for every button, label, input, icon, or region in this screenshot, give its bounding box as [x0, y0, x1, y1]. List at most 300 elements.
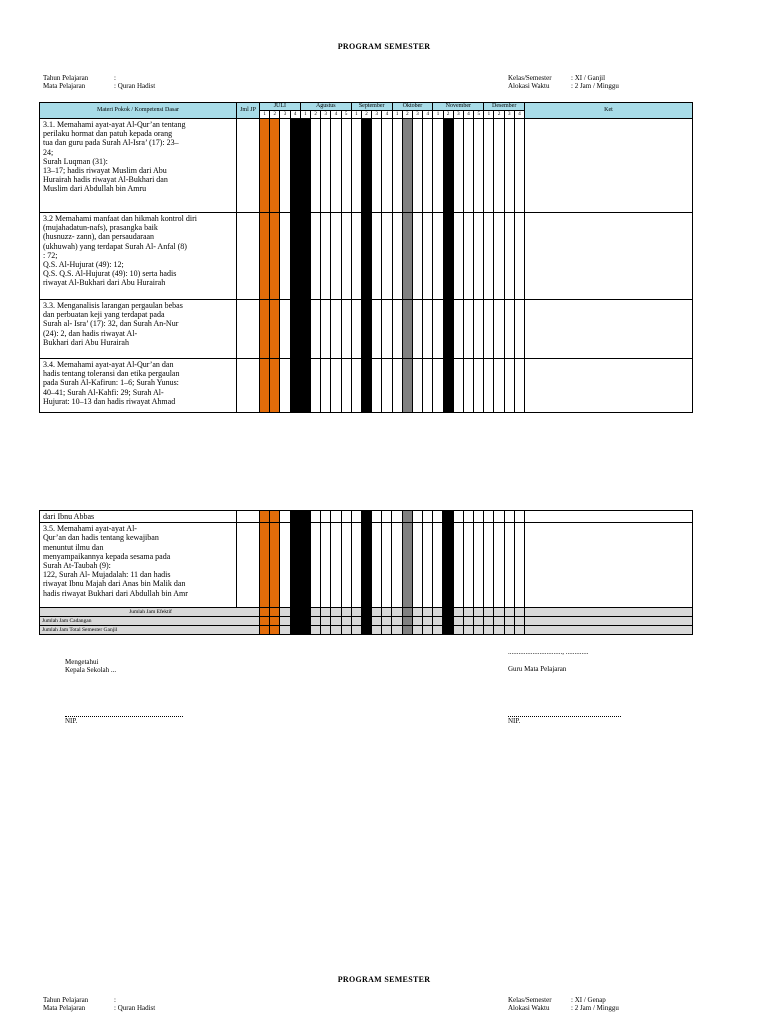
week-cell: [484, 213, 494, 300]
week-cell: [463, 608, 473, 617]
week-cell: [463, 617, 473, 626]
week-cell: [423, 626, 433, 635]
week-number: 2: [361, 111, 371, 119]
week-cell: [392, 359, 402, 413]
week-cell: [473, 608, 483, 617]
week-cell: [494, 608, 504, 617]
week-number: 3: [321, 111, 331, 119]
week-cell: [494, 626, 504, 635]
week-cell: [341, 511, 351, 523]
week-cell: [453, 119, 463, 213]
week-cell: [382, 617, 392, 626]
week-cell: [361, 608, 371, 617]
week-cell: [351, 119, 361, 213]
week-cell: [260, 359, 270, 413]
week-cell: [484, 608, 494, 617]
week-number: 5: [474, 111, 484, 119]
week-cell: [402, 119, 412, 213]
week-cell: [300, 523, 310, 608]
week-cell: [412, 626, 422, 635]
week-cell: [494, 213, 504, 300]
week-cell: [443, 511, 453, 523]
week-cell: [290, 608, 300, 617]
week-cell: [382, 608, 392, 617]
week-cell: [351, 300, 361, 359]
jml-jp-cell: [237, 300, 260, 359]
week-cell: [484, 119, 494, 213]
week-cell: [463, 213, 473, 300]
week-cell: [463, 626, 473, 635]
jml-jp-cell: [237, 119, 260, 213]
week-cell: [382, 213, 392, 300]
week-cell: [402, 626, 412, 635]
week-cell: [504, 511, 514, 523]
week-cell: [331, 523, 341, 608]
week-cell: [270, 119, 280, 213]
week-cell: [392, 523, 402, 608]
week-cell: [402, 359, 412, 413]
week-cell: [351, 511, 361, 523]
week-cell: [331, 300, 341, 359]
week-cell: [412, 511, 422, 523]
week-cell: [494, 300, 504, 359]
meta-value: :: [114, 996, 116, 1004]
week-cell: [361, 523, 371, 608]
week-cell: [331, 359, 341, 413]
week-cell: [494, 359, 504, 413]
week-cell: [433, 213, 443, 300]
week-cell: [484, 523, 494, 608]
month-header: JULI: [260, 103, 301, 111]
week-number: 2: [270, 111, 280, 119]
week-cell: [382, 511, 392, 523]
week-cell: [423, 511, 433, 523]
sign-label: Kepala Sekolah ...: [65, 666, 117, 674]
week-cell: [494, 511, 504, 523]
week-cell: [270, 511, 280, 523]
week-cell: [280, 626, 290, 635]
table-row: [40, 213, 693, 300]
week-cell: [443, 523, 453, 608]
week-cell: [372, 523, 382, 608]
week-cell: [290, 119, 300, 213]
week-cell: [423, 608, 433, 617]
page-title: PROGRAM SEMESTER: [337, 42, 431, 51]
month-header: Desember: [484, 103, 525, 111]
week-number: 3: [280, 111, 290, 119]
week-cell: [361, 511, 371, 523]
week-cell: [310, 523, 320, 608]
week-cell: [443, 300, 453, 359]
week-cell: [260, 608, 270, 617]
week-cell: [484, 300, 494, 359]
week-cell: [260, 300, 270, 359]
meta-value: : XI / Genap: [571, 996, 606, 1004]
week-cell: [310, 617, 320, 626]
week-cell: [453, 359, 463, 413]
week-cell: [351, 608, 361, 617]
week-cell: [392, 617, 402, 626]
week-cell: [453, 626, 463, 635]
week-cell: [423, 359, 433, 413]
week-cell: [310, 359, 320, 413]
week-cell: [341, 626, 351, 635]
week-number: 4: [331, 111, 341, 119]
week-cell: [402, 608, 412, 617]
week-cell: [504, 617, 514, 626]
ket-cell: [525, 213, 693, 300]
week-cell: [260, 511, 270, 523]
week-cell: [504, 608, 514, 617]
week-cell: [270, 617, 280, 626]
table-row: [40, 523, 693, 608]
week-cell: [412, 523, 422, 608]
materi-cell: 3.4. Memahami ayat-ayat Al-Qur’an dan hadis tentang toleransi dan etika pergaulan pada Surah Al-Kafirun: 1–6; Surah Yunus: 40–41; Surah Al-Kahfi: 29; Surah Al- Hujurat: 10–13 dan hadis riwayat Ahmad: [40, 359, 237, 413]
week-cell: [270, 359, 280, 413]
week-cell: [351, 626, 361, 635]
week-cell: [412, 213, 422, 300]
week-cell: [372, 617, 382, 626]
summary-label: Jumlah Jam Efektif: [40, 608, 260, 617]
week-cell: [514, 511, 524, 523]
week-number: 1: [484, 111, 494, 119]
week-cell: [372, 213, 382, 300]
jml-jp-cell: [237, 213, 260, 300]
week-cell: [270, 608, 280, 617]
week-cell: [484, 359, 494, 413]
week-number: 4: [514, 111, 524, 119]
week-cell: [300, 300, 310, 359]
week-cell: [463, 119, 473, 213]
summary-label: Jumlah Jam Total Semester Ganjil: [40, 626, 260, 635]
week-cell: [463, 300, 473, 359]
week-cell: [321, 119, 331, 213]
meta-left: [43, 996, 155, 1012]
week-cell: [361, 626, 371, 635]
week-cell: [402, 617, 412, 626]
meta-value: : XI / Ganjil: [571, 74, 606, 82]
week-cell: [382, 359, 392, 413]
meta-value: :: [114, 74, 116, 82]
week-cell: [514, 359, 524, 413]
week-cell: [514, 300, 524, 359]
meta-left: [43, 74, 155, 90]
week-cell: [290, 511, 300, 523]
week-cell: [321, 523, 331, 608]
week-cell: [331, 626, 341, 635]
jml-jp-cell: [237, 523, 260, 608]
summary-row: [40, 608, 693, 617]
week-cell: [372, 359, 382, 413]
week-cell: [372, 119, 382, 213]
week-cell: [280, 617, 290, 626]
meta-label: Tahun Pelajaran: [43, 74, 89, 82]
week-cell: [443, 119, 453, 213]
week-number: 4: [423, 111, 433, 119]
week-cell: [321, 511, 331, 523]
jml-jp-cell: [237, 359, 260, 413]
week-number: 2: [494, 111, 504, 119]
week-cell: [321, 608, 331, 617]
nip-right: [508, 716, 621, 725]
week-cell: [280, 523, 290, 608]
ket-cell: [524, 626, 692, 635]
week-cell: [392, 511, 402, 523]
week-cell: [453, 300, 463, 359]
week-cell: [300, 617, 310, 626]
week-cell: [463, 359, 473, 413]
week-cell: [280, 359, 290, 413]
week-cell: [290, 359, 300, 413]
week-cell: [351, 617, 361, 626]
week-cell: [473, 523, 483, 608]
program-table: [39, 102, 693, 413]
week-cell: [474, 359, 484, 413]
week-cell: [260, 617, 270, 626]
week-cell: [484, 626, 494, 635]
week-cell: [372, 608, 382, 617]
week-cell: [453, 523, 463, 608]
week-cell: [290, 523, 300, 608]
week-cell: [260, 523, 270, 608]
week-cell: [484, 511, 494, 523]
week-cell: [341, 213, 351, 300]
ket-cell: [524, 511, 692, 523]
week-cell: [443, 617, 453, 626]
week-cell: [300, 119, 310, 213]
week-cell: [474, 213, 484, 300]
week-cell: [402, 213, 412, 300]
week-cell: [453, 617, 463, 626]
week-cell: [321, 626, 331, 635]
week-number: 4: [382, 111, 392, 119]
week-cell: [382, 300, 392, 359]
month-header: September: [351, 103, 392, 111]
week-cell: [473, 617, 483, 626]
program-table-continued: [39, 510, 693, 635]
week-number: 3: [504, 111, 514, 119]
week-cell: [504, 119, 514, 213]
week-cell: [433, 608, 443, 617]
week-cell: [494, 119, 504, 213]
week-cell: [341, 608, 351, 617]
week-cell: [300, 511, 310, 523]
signature-left: [65, 658, 116, 674]
week-cell: [331, 213, 341, 300]
week-cell: [341, 523, 351, 608]
week-cell: [433, 626, 443, 635]
week-cell: [473, 626, 483, 635]
week-cell: [270, 626, 280, 635]
summary-row: [40, 617, 693, 626]
week-cell: [423, 523, 433, 608]
week-cell: [453, 213, 463, 300]
month-header: Oktober: [392, 103, 433, 111]
week-cell: [494, 523, 504, 608]
week-number: 2: [443, 111, 453, 119]
week-cell: [433, 617, 443, 626]
week-cell: [361, 213, 371, 300]
meta-label: Tahun Pelajaran: [43, 996, 89, 1004]
week-cell: [402, 511, 412, 523]
meta-value: : 2 Jam / Minggu: [571, 1004, 619, 1012]
week-cell: [443, 359, 453, 413]
week-cell: [341, 119, 351, 213]
materi-cell: 3.3. Menganalisis larangan pergaulan bebas dan perbuatan keji yang terdapat pada Surah al- Isra’ (17): 32, dan Surah An-Nur (24): 2, dan hadis riwayat Al- Bukhari dari Abu Hurairah: [40, 300, 237, 359]
week-cell: [321, 300, 331, 359]
week-cell: [392, 119, 402, 213]
week-cell: [260, 213, 270, 300]
week-cell: [280, 608, 290, 617]
week-cell: [331, 617, 341, 626]
week-cell: [351, 523, 361, 608]
week-cell: [270, 213, 280, 300]
week-number: 1: [351, 111, 361, 119]
ket-cell: [525, 359, 693, 413]
sign-label: Guru Mata Pelajaran: [508, 665, 567, 673]
week-cell: [514, 213, 524, 300]
week-cell: [341, 300, 351, 359]
meta-label: Kelas/Semester: [508, 996, 552, 1004]
week-number: 1: [392, 111, 402, 119]
week-cell: [412, 119, 422, 213]
week-cell: [280, 119, 290, 213]
meta-label: Mata Pelajaran: [43, 82, 86, 90]
week-number: 3: [372, 111, 382, 119]
week-cell: [504, 523, 514, 608]
meta-value: : 2 Jam / Minggu: [571, 82, 619, 90]
week-cell: [310, 119, 320, 213]
header-jml-jp: Jml JP: [237, 103, 260, 119]
week-cell: [310, 608, 320, 617]
week-cell: [412, 300, 422, 359]
week-cell: [331, 119, 341, 213]
week-cell: [310, 300, 320, 359]
week-cell: [514, 119, 524, 213]
week-cell: [331, 511, 341, 523]
jml-jp-cell: [237, 511, 260, 523]
week-number: 4: [463, 111, 473, 119]
week-cell: [331, 608, 341, 617]
week-cell: [514, 617, 524, 626]
week-cell: [514, 626, 524, 635]
week-number: 3: [453, 111, 463, 119]
week-cell: [402, 300, 412, 359]
week-cell: [423, 213, 433, 300]
week-cell: [300, 213, 310, 300]
week-cell: [412, 608, 422, 617]
table-row: [40, 119, 693, 213]
week-cell: [514, 608, 524, 617]
week-cell: [321, 617, 331, 626]
ket-cell: [525, 300, 693, 359]
week-cell: [402, 523, 412, 608]
week-cell: [423, 617, 433, 626]
week-cell: [504, 300, 514, 359]
week-number: 1: [300, 111, 310, 119]
week-cell: [280, 511, 290, 523]
meta-label: Mata Pelajaran: [43, 1004, 86, 1012]
week-cell: [361, 300, 371, 359]
week-number: 1: [260, 111, 270, 119]
sign-label: Mengetahui: [65, 658, 99, 666]
ket-cell: [525, 119, 693, 213]
week-cell: [280, 300, 290, 359]
meta-value: : Quran Hadist: [114, 82, 156, 90]
week-cell: [321, 213, 331, 300]
week-cell: [300, 626, 310, 635]
week-cell: [412, 359, 422, 413]
week-cell: [443, 213, 453, 300]
week-cell: [382, 626, 392, 635]
week-cell: [392, 608, 402, 617]
week-cell: [453, 608, 463, 617]
week-number: 3: [412, 111, 422, 119]
week-cell: [280, 213, 290, 300]
ket-cell: [524, 617, 692, 626]
week-cell: [290, 626, 300, 635]
summary-row: [40, 626, 693, 635]
materi-cell: 3.2 Memahami manfaat dan hikmah kontrol diri (mujahadatun-nafs), prasangka baik (husnuzz- zann), dan persaudaraan (ukhuwah) yang terdapat Surah Al- Anfal (8) : 72; Q.S. Al-Hujurat (49): 12; Q.S. Q.S. Al-Hujurat (49): 10) serta hadis riwayat Al-Bukhari dari Abu Hurairah: [40, 213, 237, 300]
week-cell: [361, 617, 371, 626]
week-cell: [423, 300, 433, 359]
week-cell: [310, 213, 320, 300]
week-number: 5: [341, 111, 351, 119]
meta-label: Alokasi Waktu: [508, 82, 550, 90]
meta-right: [508, 74, 619, 90]
meta-label: Kelas/Semester: [508, 74, 552, 82]
sign-date: ..............................., .............: [508, 648, 589, 656]
week-cell: [290, 300, 300, 359]
week-cell: [514, 523, 524, 608]
table-row: [40, 511, 693, 523]
signature-right: [508, 648, 589, 673]
month-header: Agustus: [300, 103, 351, 111]
materi-cell: dari Ibnu Abbas: [40, 511, 237, 523]
week-cell: [300, 359, 310, 413]
week-number: 1: [433, 111, 443, 119]
week-number: 4: [290, 111, 300, 119]
week-cell: [351, 213, 361, 300]
header-materi: Materi Pokok / Kompetensi Dasar: [40, 103, 237, 119]
week-cell: [372, 300, 382, 359]
week-cell: [463, 511, 473, 523]
week-cell: [372, 511, 382, 523]
week-cell: [433, 523, 443, 608]
materi-cell: 3.5. Memahami ayat-ayat Al- Qur’an dan hadis tentang kewajiban menuntut ilmu dan menyampaikannya kepada sesama pada Surah At-Taubah (9): 122, Surah Al- Mujadalah: 11 dan hadis riwayat Ibnu Majah dari Anas bin Malik dan hadis riwayat Bukhari dari Abdullah bin Amr: [40, 523, 237, 608]
month-header: November: [433, 103, 484, 111]
week-cell: [341, 617, 351, 626]
nip-label: NIP.: [508, 717, 521, 725]
week-cell: [474, 119, 484, 213]
week-cell: [443, 626, 453, 635]
materi-cell: 3.1. Memahami ayat-ayat Al-Qur’an tentang perilaku hormat dan patuh kepada orang tua dan guru pada Surah Al-Isra’ (17): 23– 24; Surah Luqman (31): 13–17; hadis riwayat Muslim dari Abu Hurairah hadis riwayat Al-Bukhari dan Muslim dari Abdullah bin Amru: [40, 119, 237, 213]
week-cell: [474, 300, 484, 359]
week-cell: [423, 119, 433, 213]
meta-value: : Quran Hadist: [114, 1004, 156, 1012]
table-row: [40, 300, 693, 359]
week-cell: [504, 626, 514, 635]
week-cell: [392, 626, 402, 635]
week-cell: [382, 119, 392, 213]
week-cell: [310, 511, 320, 523]
meta-label: Alokasi Waktu: [508, 1004, 550, 1012]
week-cell: [433, 511, 443, 523]
week-cell: [341, 359, 351, 413]
week-cell: [392, 213, 402, 300]
week-cell: [392, 300, 402, 359]
ket-cell: [524, 523, 692, 608]
